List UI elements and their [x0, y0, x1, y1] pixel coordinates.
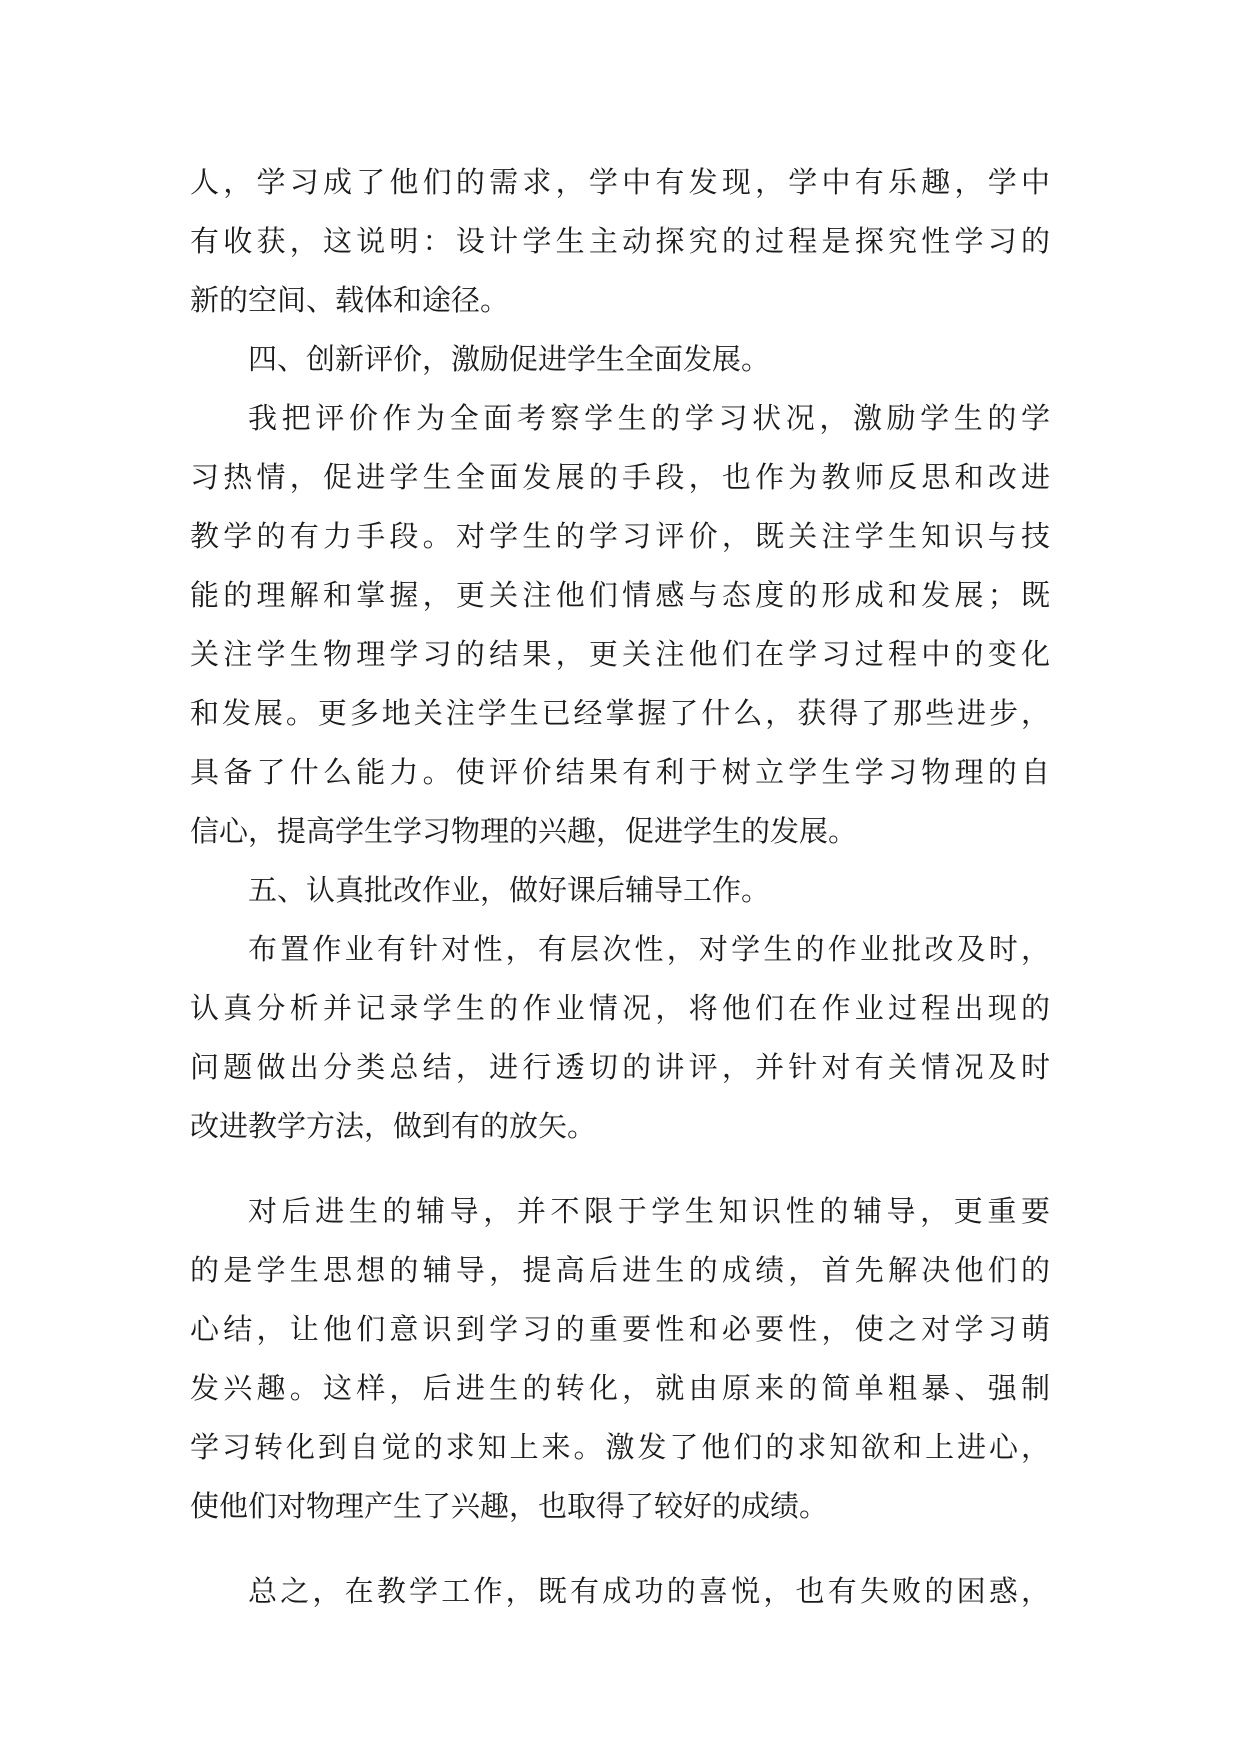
text-line: 学习转化到自觉的求知上来。激发了他们的求知欲和上进心，	[190, 1430, 1050, 1464]
text-line: 能的理解和掌握，更关注他们情感与态度的形成和发展；既	[190, 578, 1050, 612]
text-line: 认真分析并记录学生的作业情况，将他们在作业过程出现的	[190, 991, 1050, 1025]
text-line: 关注学生物理学习的结果，更关注他们在学习过程中的变化	[190, 637, 1050, 671]
section-heading: 五、认真批改作业，做好课后辅导工作。	[248, 873, 771, 907]
text-line: 发兴趣。这样，后进生的转化，就由原来的简单粗暴、强制	[190, 1371, 1050, 1405]
text-line: 总之，在教学工作，既有成功的喜悦，也有失败的困惑，	[248, 1574, 1050, 1608]
text-line: 信心，提高学生学习物理的兴趣，促进学生的发展。	[190, 814, 858, 848]
text-line: 对后进生的辅导，并不限于学生知识性的辅导，更重要	[248, 1194, 1050, 1228]
text-line: 人，学习成了他们的需求，学中有发现，学中有乐趣，学中	[190, 165, 1050, 199]
text-line: 和发展。更多地关注学生已经掌握了什么，获得了那些进步，	[190, 696, 1050, 730]
text-line: 教学的有力手段。对学生的学习评价，既关注学生知识与技	[190, 519, 1050, 553]
text-line: 改进教学方法，做到有的放矢。	[190, 1109, 597, 1143]
document-page	[190, 153, 1050, 1621]
text-line: 有收获，这说明：设计学生主动探究的过程是探究性学习的	[190, 224, 1050, 258]
section-heading: 四、创新评价，激励促进学生全面发展。	[248, 342, 771, 376]
text-line: 新的空间、载体和途径。	[190, 283, 510, 317]
text-line: 布置作业有针对性，有层次性，对学生的作业批改及时，	[248, 932, 1050, 966]
text-line: 的是学生思想的辅导，提高后进生的成绩，首先解决他们的	[190, 1253, 1050, 1287]
paragraph-gap	[190, 1536, 1050, 1562]
text-line: 我把评价作为全面考察学生的学习状况，激励学生的学	[248, 401, 1050, 435]
text-line: 心结，让他们意识到学习的重要性和必要性，使之对学习萌	[190, 1312, 1050, 1346]
text-line: 使他们对物理产生了兴趣，也取得了较好的成绩。	[190, 1489, 829, 1523]
text-line: 习热情，促进学生全面发展的手段，也作为教师反思和改进	[190, 460, 1050, 494]
text-line: 具备了什么能力。使评价结果有利于树立学生学习物理的自	[190, 755, 1050, 789]
paragraph-gap	[190, 1156, 1050, 1182]
text-line: 问题做出分类总结，进行透切的讲评，并针对有关情况及时	[190, 1050, 1050, 1084]
